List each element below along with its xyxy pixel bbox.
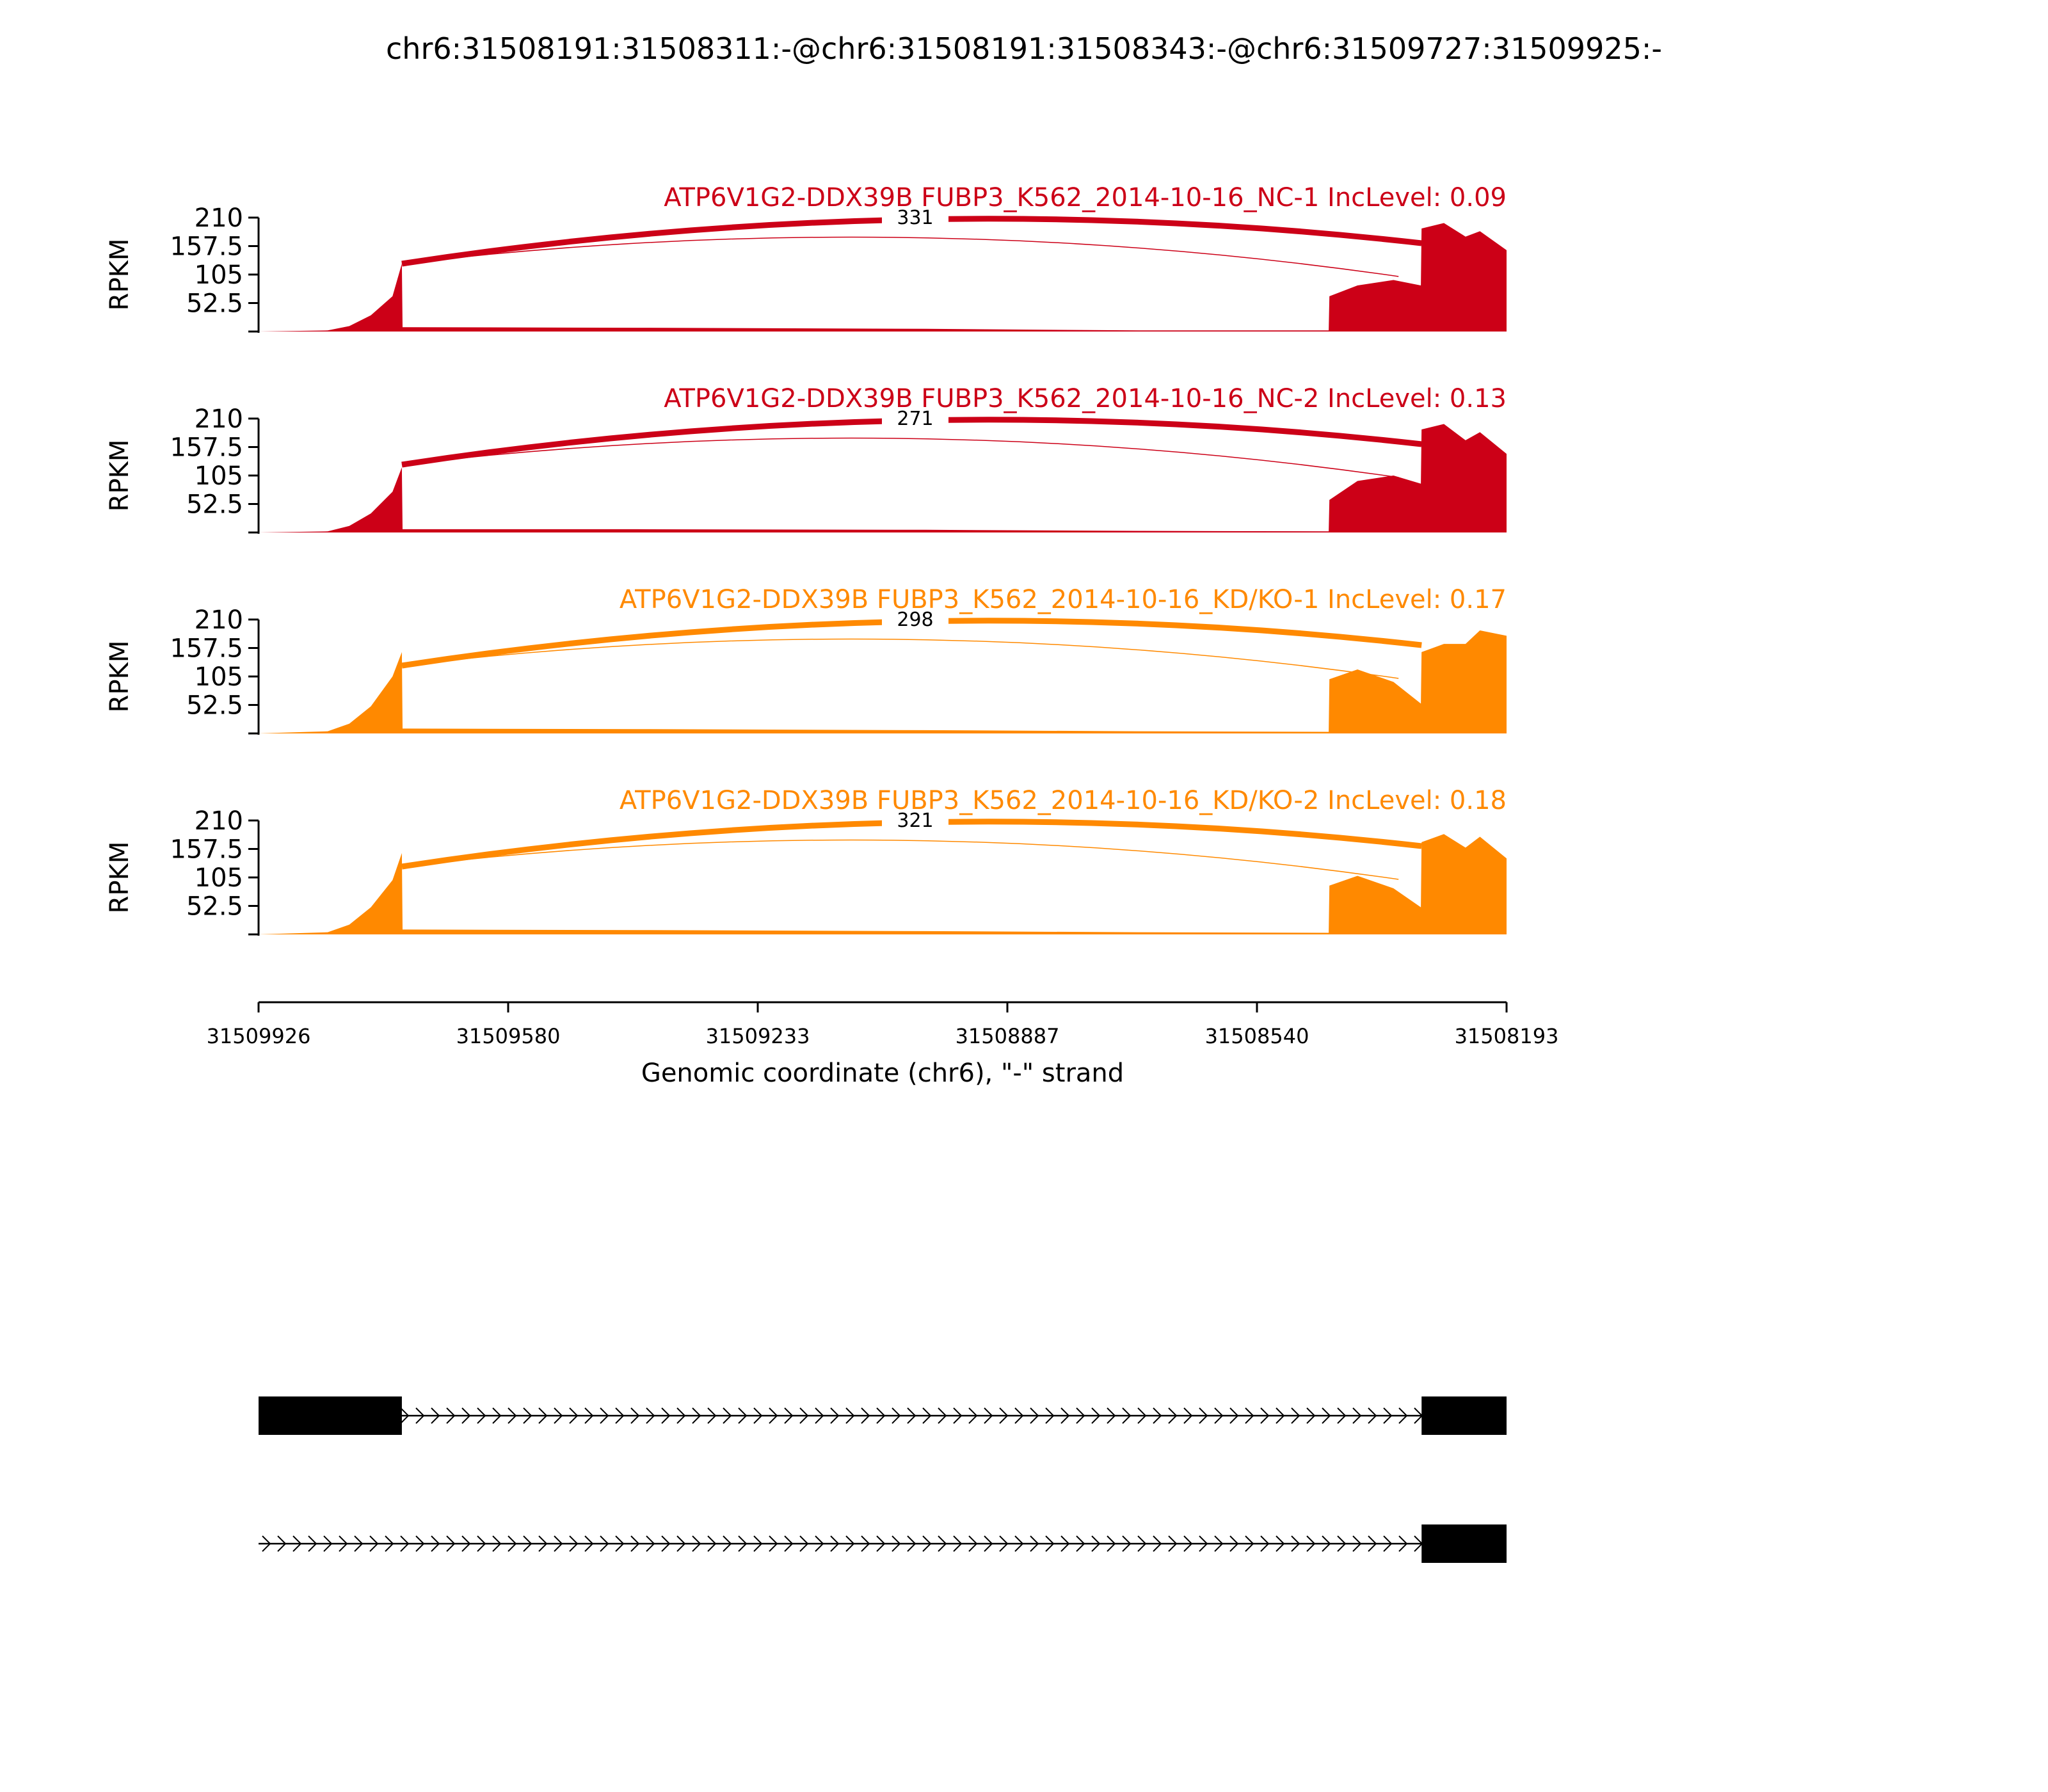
x-tick-label: 31508887 [955,1024,1060,1048]
track-label: ATP6V1G2-DDX39B FUBP3_K562_2014-10-16_NC-1 IncLevel: 0.09 [664,183,1507,212]
junction-count-label: 331 [897,207,934,229]
x-tick-label: 31509926 [206,1024,311,1048]
y-axis-label: RPKM [105,238,134,311]
y-tick-label: 157.5 [170,232,243,262]
exon-block [259,1396,402,1435]
junction-count-label: 298 [897,609,934,631]
y-tick-label: 157.5 [170,835,243,865]
y-tick-label: 52.5 [186,892,243,922]
y-tick-label: 52.5 [186,289,243,319]
y-axis-label: RPKM [105,439,134,512]
y-axis-label: RPKM [105,841,134,914]
track-label: ATP6V1G2-DDX39B FUBP3_K562_2014-10-16_KD/KO-2 IncLevel: 0.18 [619,786,1507,815]
y-tick-label: 157.5 [170,433,243,463]
y-tick-label: 210 [194,404,243,434]
x-axis-label: Genomic coordinate (chr6), "-" strand [641,1059,1124,1088]
y-axis-label: RPKM [105,640,134,713]
exon-block [1421,1524,1507,1563]
y-tick-label: 105 [194,863,243,893]
y-tick-label: 210 [194,605,243,635]
junction-count-label: 271 [897,408,934,430]
x-tick-label: 31509580 [456,1024,561,1048]
y-tick-label: 157.5 [170,634,243,664]
junction-count-label: 321 [897,810,934,832]
y-tick-label: 105 [194,260,243,290]
y-tick-label: 52.5 [186,490,243,520]
track-label: ATP6V1G2-DDX39B FUBP3_K562_2014-10-16_NC-2 IncLevel: 0.13 [664,384,1507,413]
track-label: ATP6V1G2-DDX39B FUBP3_K562_2014-10-16_KD/KO-1 IncLevel: 0.17 [619,585,1507,614]
x-tick-label: 31508540 [1204,1024,1309,1048]
y-tick-label: 52.5 [186,691,243,721]
y-tick-label: 105 [194,461,243,491]
y-tick-label: 210 [194,806,243,836]
x-tick-label: 31509233 [705,1024,810,1048]
figure-title: chr6:31508191:31508311:-@chr6:31508191:31508343:-@chr6:31509727:31509925:- [386,31,1662,66]
x-tick-label: 31508193 [1454,1024,1559,1048]
exon-block [1421,1396,1507,1435]
y-tick-label: 105 [194,662,243,692]
y-tick-label: 210 [194,204,243,233]
